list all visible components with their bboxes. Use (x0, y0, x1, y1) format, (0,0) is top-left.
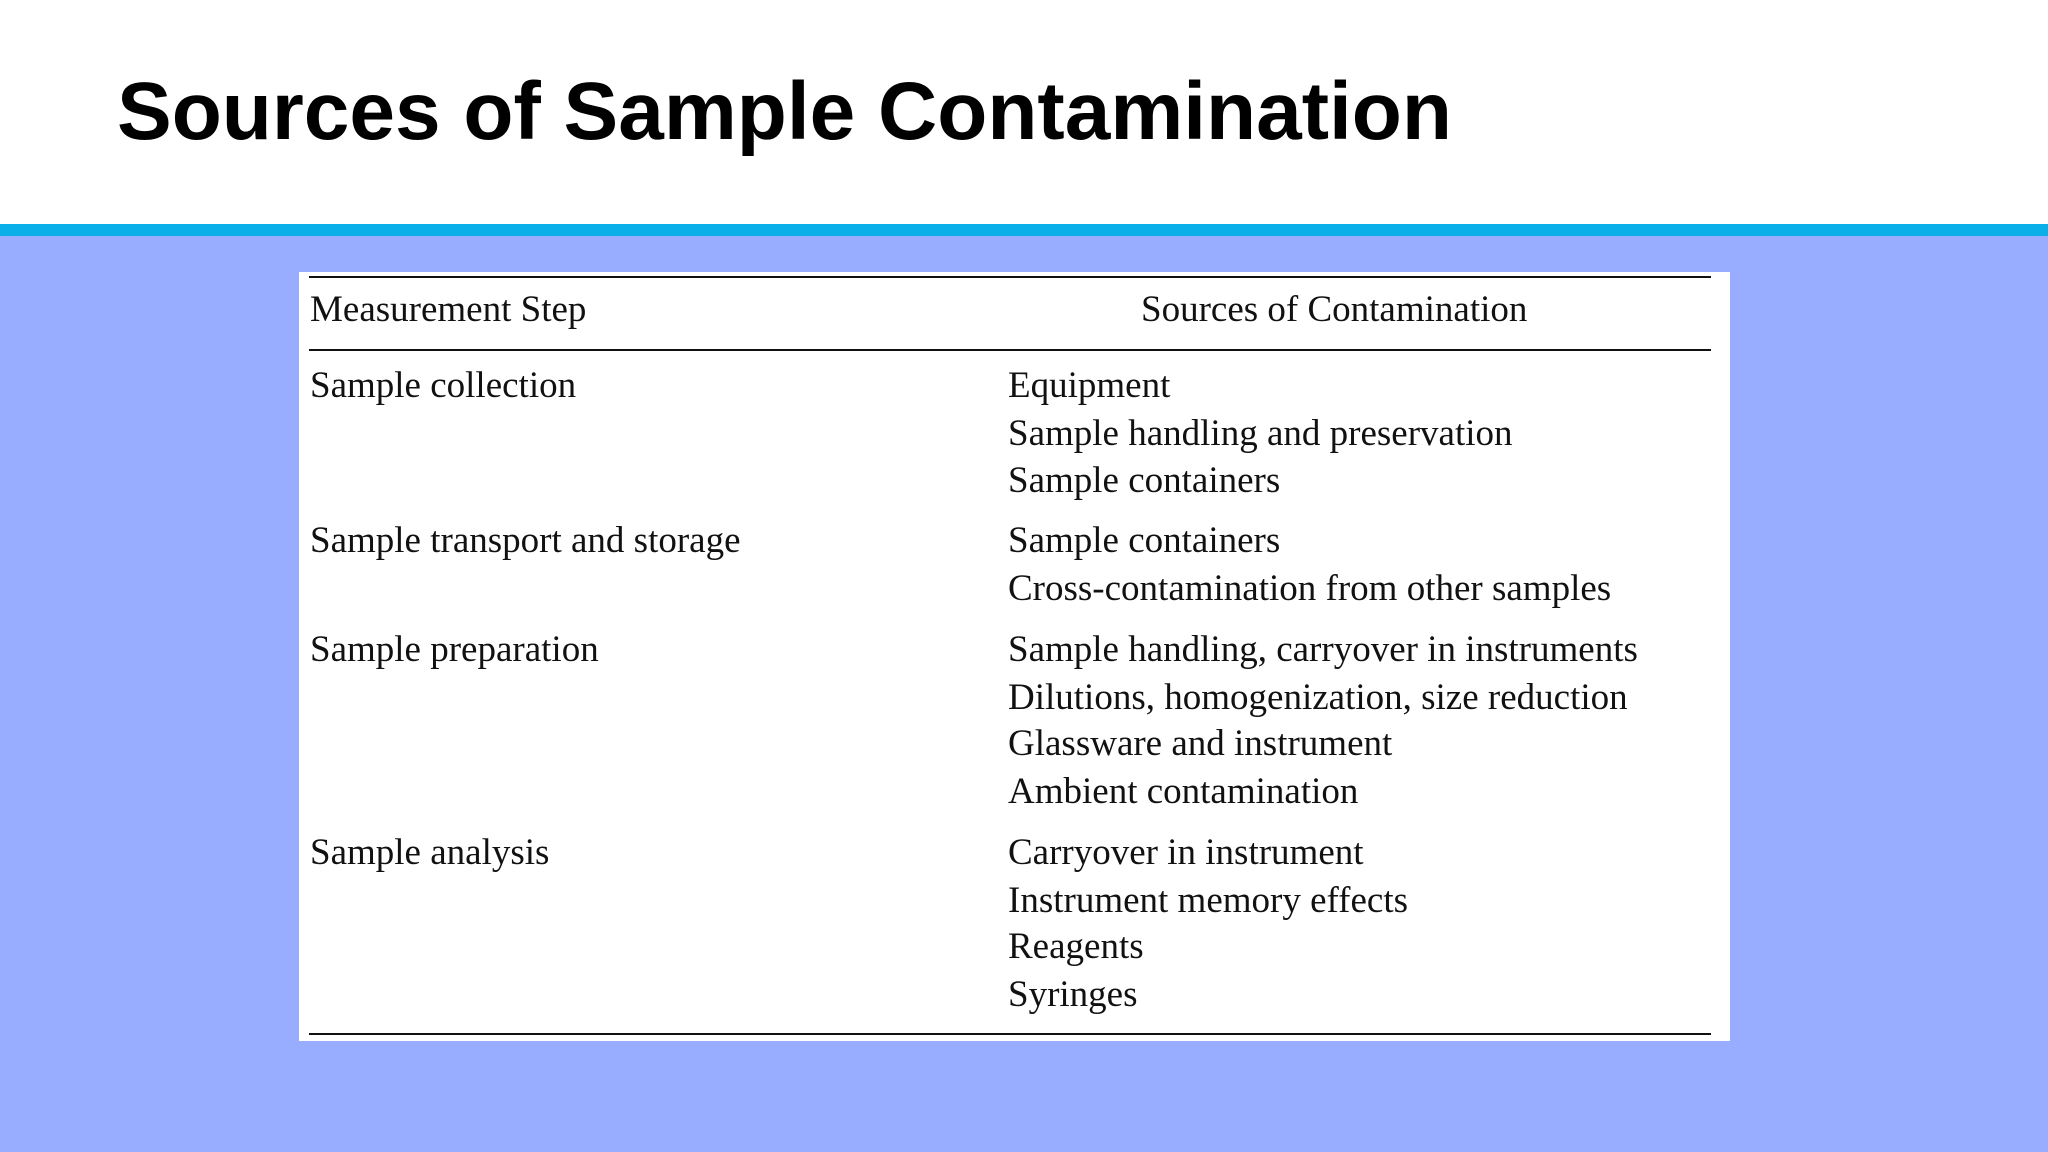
row-source: Sample handling, carryover in instruments (1008, 629, 1638, 670)
row-source: Sample handling and preservation (1008, 413, 1513, 454)
row-step-sample-transport: Sample transport and storage (310, 520, 741, 561)
row-source: Glassware and instrument (1008, 723, 1393, 764)
row-source: Sample containers (1008, 520, 1281, 561)
table-bottom-rule (309, 1033, 1711, 1035)
row-source: Carryover in instrument (1008, 832, 1364, 873)
row-step-sample-analysis: Sample analysis (310, 832, 550, 873)
row-source: Reagents (1008, 926, 1144, 967)
row-source: Dilutions, homogenization, size reduction (1008, 677, 1628, 718)
row-source: Syringes (1008, 974, 1138, 1015)
column-header-sources: Sources of Contamination (1141, 289, 1528, 330)
table-header-rule (309, 349, 1711, 351)
slide-title: Sources of Sample Contamination (117, 66, 1452, 157)
row-source: Sample containers (1008, 460, 1281, 501)
contamination-table (299, 272, 1730, 1041)
row-source: Instrument memory effects (1008, 880, 1409, 921)
row-step-sample-preparation: Sample preparation (310, 629, 599, 670)
column-header-measurement-step: Measurement Step (310, 289, 587, 330)
row-step-sample-collection: Sample collection (310, 365, 577, 406)
row-source: Equipment (1008, 365, 1171, 406)
slide-header (0, 0, 2048, 224)
row-source: Cross-contamination from other samples (1008, 568, 1612, 609)
accent-bar (0, 224, 2048, 236)
row-source: Ambient contamination (1008, 771, 1359, 812)
table-top-rule (309, 276, 1711, 278)
